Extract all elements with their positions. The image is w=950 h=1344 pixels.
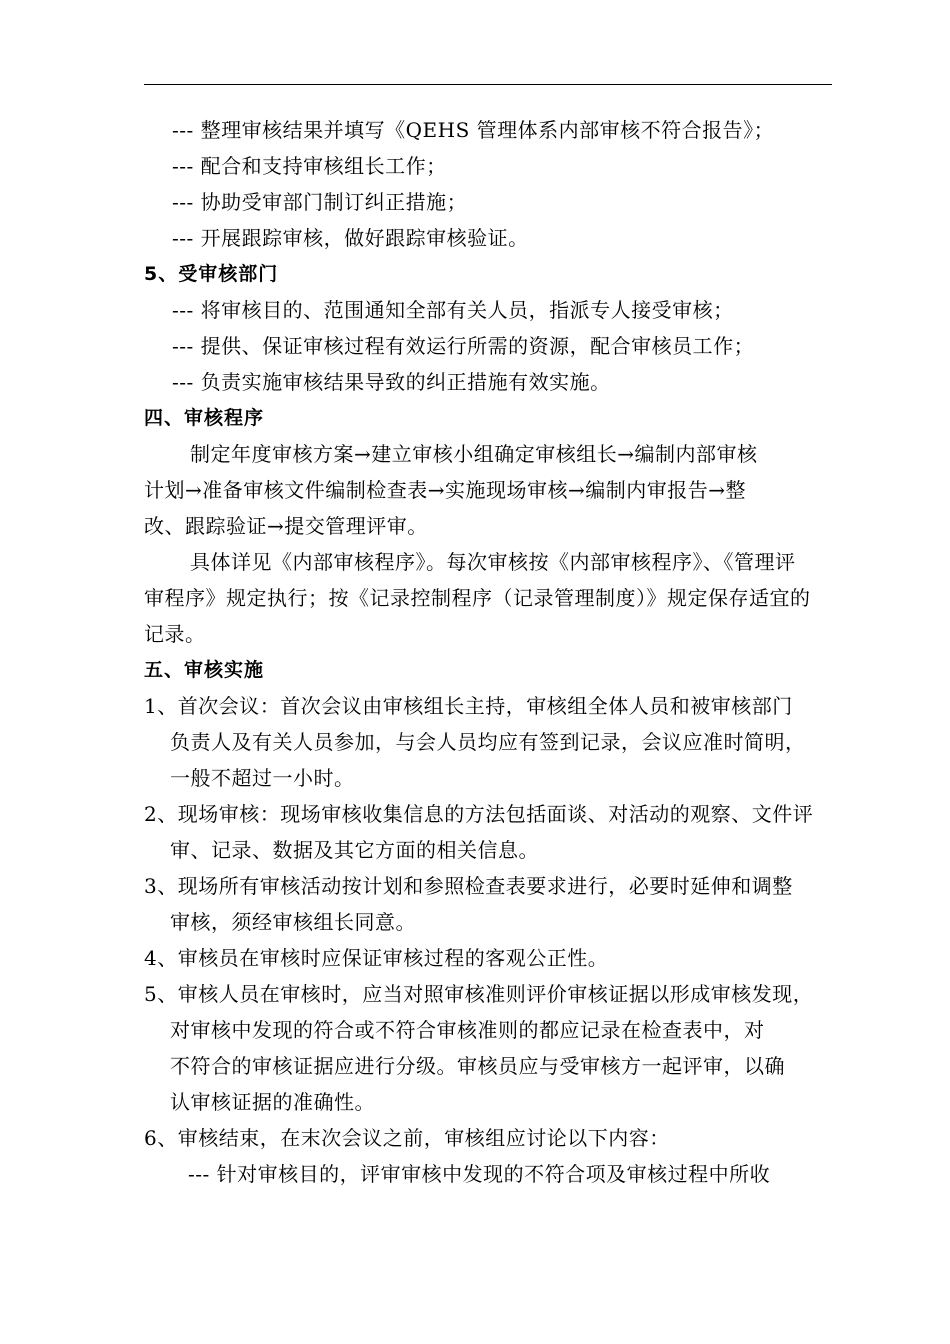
duty-line-3: --- 协助受审部门制订纠正措施；	[172, 190, 468, 214]
item-2-line: 审、记录、数据及其它方面的相关信息。	[170, 838, 539, 862]
section-heading-audit-implementation: 五、审核实施	[144, 659, 265, 681]
procedure-paragraph-line: 计划→准备审核文件编制检查表→实施现场审核→编制内审报告→整	[144, 478, 747, 502]
detail-paragraph-line: 审程序》规定执行；按《记录控制程序（记录管理制度）》规定保存适宜的	[144, 586, 811, 610]
detail-paragraph-line: 记录。	[144, 622, 206, 646]
duty-line-4: --- 开展跟踪审核，做好跟踪审核验证。	[172, 226, 529, 250]
item-5-line: 5、审核人员在审核时，应当对照审核准则评价审核证据以形成审核发现，	[144, 982, 814, 1006]
header-rule	[144, 84, 832, 85]
item-5-line: 不符合的审核证据应进行分级。审核员应与受审核方一起评审，以确	[170, 1054, 785, 1078]
item-3-line: 3、现场所有审核活动按计划和参照检查表要求进行，必要时延伸和调整	[144, 874, 793, 898]
procedure-paragraph-line: 改、跟踪验证→提交管理评审。	[144, 514, 428, 538]
item-6-line: 6、审核结束，在末次会议之前，审核组应讨论以下内容：	[144, 1126, 670, 1150]
item-3-line: 审核，须经审核组长同意。	[170, 910, 416, 934]
dept-duty-line-1: --- 将审核目的、范围通知全部有关人员，指派专人接受审核；	[172, 298, 734, 322]
item-1-line: 一般不超过一小时。	[170, 766, 355, 790]
section-heading-audit-procedure: 四、审核程序	[144, 407, 265, 429]
duty-line-2: --- 配合和支持审核组长工作；	[172, 154, 447, 178]
item-6-sub-line: --- 针对审核目的，评审审核中发现的不符合项及审核过程中所收	[188, 1162, 771, 1186]
procedure-paragraph-line: 制定年度审核方案→建立审核小组确定审核组长→编制内部审核	[190, 442, 758, 466]
item-5-line: 认审核证据的准确性。	[170, 1090, 375, 1114]
duty-line-1: --- 整理审核结果并填写《QEHS 管理体系内部审核不符合报告》；	[172, 118, 775, 142]
item-1-line: 负责人及有关人员参加，与会人员均应有签到记录，会议应准时简明，	[170, 730, 806, 754]
section-heading-audited-dept: 5、受审核部门	[144, 263, 279, 285]
detail-paragraph-line: 具体详见《内部审核程序》。每次审核按《内部审核程序》、《管理评	[190, 550, 796, 574]
item-5-line: 对审核中发现的符合或不符合审核准则的都应记录在检查表中，对	[170, 1018, 765, 1042]
item-2-line: 2、现场审核：现场审核收集信息的方法包括面谈、对活动的观察、文件评	[144, 802, 814, 826]
dept-duty-line-3: --- 负责实施审核结果导致的纠正措施有效实施。	[172, 370, 611, 394]
item-4-line: 4、审核员在审核时应保证审核过程的客观公正性。	[144, 946, 609, 970]
dept-duty-line-2: --- 提供、保证审核过程有效运行所需的资源，配合审核员工作；	[172, 334, 755, 358]
document-body	[144, 112, 834, 1192]
item-1-line: 1、首次会议：首次会议由审核组长主持，审核组全体人员和被审核部门	[144, 694, 793, 718]
